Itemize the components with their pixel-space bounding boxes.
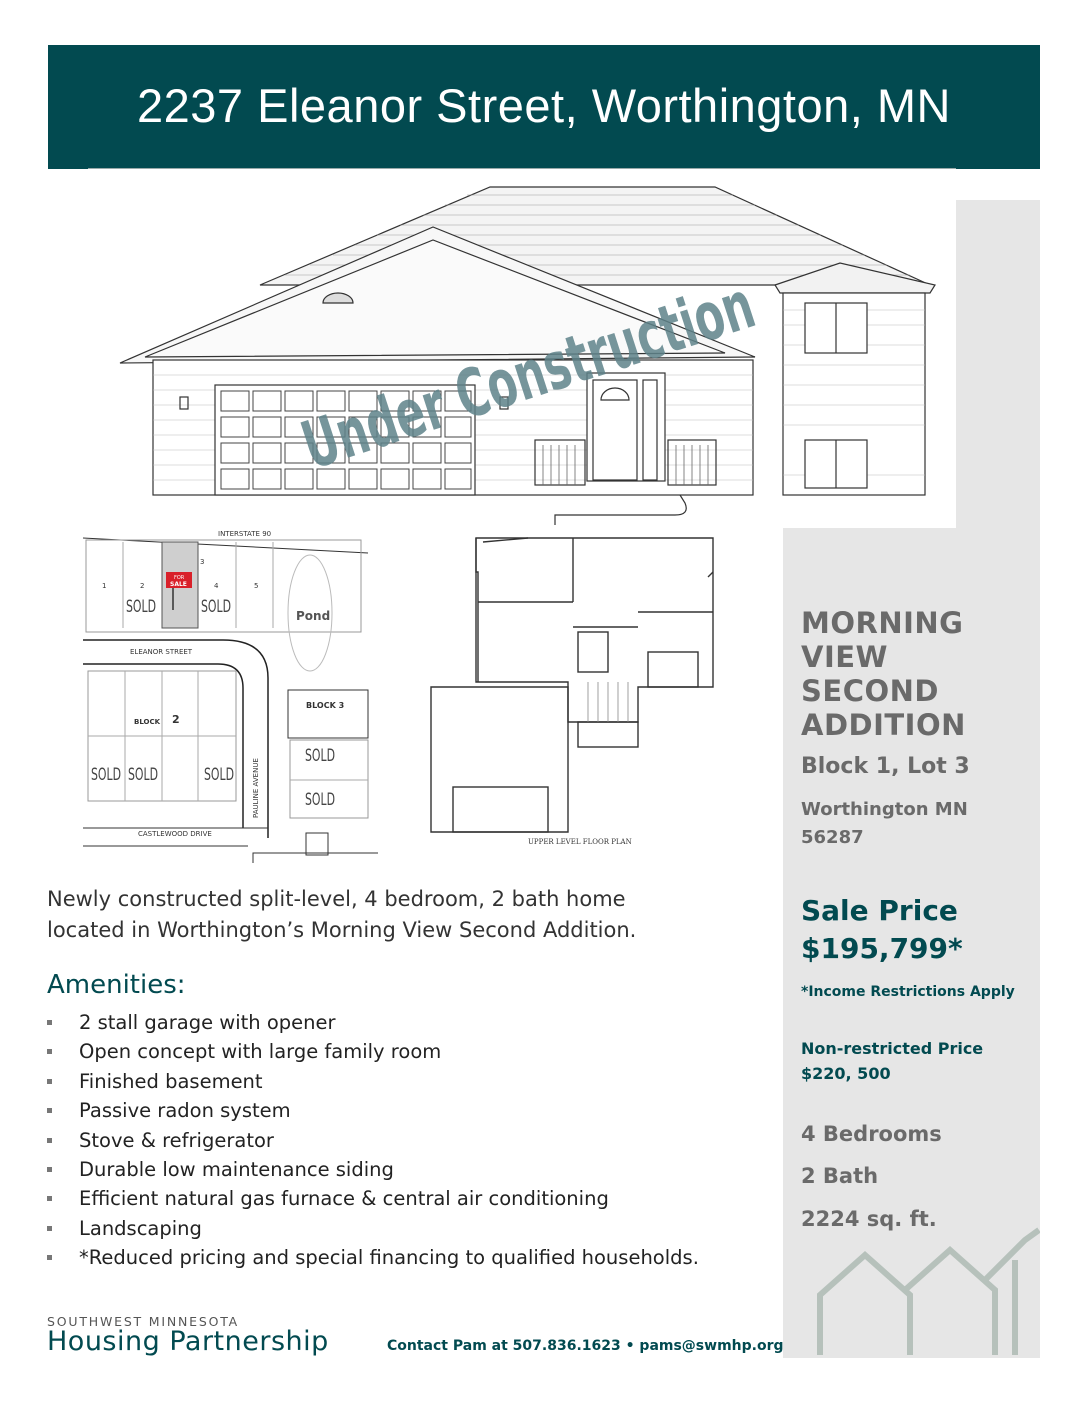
amenity-text: 2 stall garage with opener [79,1011,336,1034]
sale-price-block [801,892,963,968]
pauline-avenue-label: PAULINE AVENUE [252,758,260,818]
sold-label: SOLD [305,746,335,766]
block-lot: Block 1, Lot 3 [801,754,970,779]
list-item [47,1067,699,1096]
eleanor-street-label: ELEANOR STREET [130,648,193,656]
floor-plan-drawing [428,532,728,852]
income-restrictions-note: *Income Restrictions Apply [801,984,1015,1000]
subdivision-line: MORNING [801,606,964,640]
block-2-label: BLOCK [134,718,161,726]
list-item [47,1096,699,1125]
non-restricted-value: $220, 500 [801,1064,891,1083]
block-3-label: BLOCK 3 [306,701,345,710]
sold-label: SOLD [305,790,335,810]
header-banner [48,45,1040,169]
bullet-icon [47,1255,52,1260]
house-elevation-drawing [115,185,945,525]
sidebar-upper-panel [956,200,1040,530]
under-construction-watermark: Under Construction [292,209,937,485]
list-item [47,1243,699,1272]
interstate-label: INTERSTATE 90 [218,530,272,538]
amenity-text: *Reduced pricing and special financing to qualified households. [79,1246,699,1270]
sale-price-label: Sale Price [801,894,958,927]
sold-label: SOLD [126,597,156,617]
bullet-icon [47,1108,52,1113]
lot-number: 2 [140,582,145,590]
amenity-text: Open concept with large family room [79,1040,442,1064]
page-title: 2237 Eleanor Street, Worthington, MN [137,79,951,132]
block-2-number: 2 [172,713,180,726]
lot-number: 5 [254,582,259,590]
sold-label: SOLD [91,765,121,785]
for-sale-sign-top: FOR [174,575,185,581]
list-item [47,1155,699,1184]
sold-label: SOLD [201,597,231,617]
amenity-text: Passive radon system [79,1099,291,1123]
bullet-icon [47,1079,52,1084]
header-rule [88,168,956,169]
baths-spec: 2 Bath [801,1164,879,1188]
sold-label: SOLD [128,765,158,785]
non-restricted-label: Non-restricted Price [801,1039,984,1058]
amenity-text: Durable low maintenance siding [79,1157,394,1181]
bullet-icon [47,1167,52,1172]
bullet-icon [47,1196,52,1201]
intro-line: Newly constructed split-level, 4 bedroom, 2 bath home [47,887,626,911]
subdivision-name [801,606,966,742]
intro-line: located in Worthington’s Morning View Second Addition. [47,918,637,942]
list-item [47,1214,699,1243]
bedrooms-spec: 4 Bedrooms [801,1122,942,1146]
lot-number: 4 [214,582,219,590]
intro-paragraph [47,884,747,946]
bullet-icon [47,1020,52,1025]
amenity-text: Landscaping [79,1216,202,1240]
houses-outline-graphic [810,1190,1040,1358]
amenity-text: Stove & refrigerator [79,1128,274,1152]
lot-number: 1 [102,582,107,590]
non-restricted-price-block [801,1036,983,1086]
city-line: Worthington MN [801,799,968,820]
for-sale-sign-bottom: SALE [170,581,187,588]
org-logo-name: Housing Partnership [47,1326,329,1357]
site-plan-map [78,528,378,868]
bullet-icon [47,1138,52,1143]
amenity-text: Finished basement [79,1069,263,1093]
bullet-icon [47,1226,52,1231]
pond-label: Pond [296,609,331,623]
castlewood-drive-label: CASTLEWOOD DRIVE [138,830,212,838]
list-item [47,1184,699,1213]
city-zip [801,796,968,852]
zip-line: 56287 [801,827,864,848]
lot-number: 3 [200,558,205,566]
sold-label: SOLD [204,765,234,785]
sqft-spec: 2224 sq. ft. [801,1207,937,1231]
sale-price-value: $195,799* [801,932,963,965]
org-logo-tagline: SOUTHWEST MINNESOTA [47,1314,240,1329]
amenity-text: Efficient natural gas furnace & central air conditioning [79,1187,609,1211]
subdivision-line: ADDITION [801,708,966,742]
bullet-icon [47,1049,52,1054]
list-item [47,1008,699,1037]
list-item [47,1037,699,1066]
subdivision-line: SECOND [801,674,939,708]
floor-plan-caption: UPPER LEVEL FLOOR PLAN [528,838,632,846]
list-item [47,1126,699,1155]
subdivision-line: VIEW [801,640,889,674]
contact-line: Contact Pam at 507.836.1623 • pams@swmhp.org [387,1338,784,1354]
amenities-list [47,1008,699,1273]
amenities-heading: Amenities: [47,970,186,1000]
